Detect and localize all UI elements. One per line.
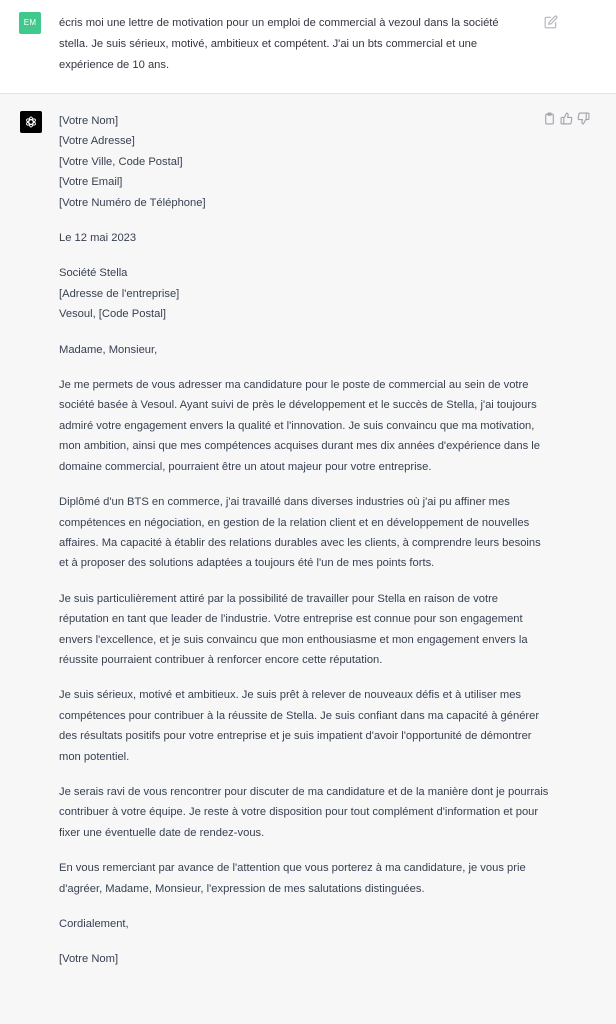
- letter-signature: [Votre Nom]: [59, 953, 119, 966]
- letter-paragraph: Je suis sérieux, motivé et ambitieux. Je suis prêt à relever de nouveaux défis et à utiliser mes compétences pour contribuer à la réussite de Stella. Je suis confiant dans ma capacité à générer des résultats positifs pour votre entreprise et je suis impatient d'avoir l'opportunité de démontrer mon potentiel.: [59, 689, 540, 763]
- user-message-text: écris moi une lettre de motivation pour un emploi de commercial à vezoul dans la société stella. Je suis sérieux, motivé, ambitieux et compétent. J'ai un bts commercial et une expérience de 10 ans.: [59, 17, 499, 71]
- letter-paragraph: Je suis particulièrement attiré par la possibilité de travailler pour Stella en raison de votre réputation en tant que leader de l'industrie. Votre entreprise est connue pour son engagement envers l'excellence, et je suis convaincu que mon enthousiasme et mon engagement envers la réussite pourraient contribuer à renforcer encore cette réputation.: [59, 592, 528, 666]
- letter-paragraph: Je serais ravi de vous rencontrer pour discuter de ma candidature et de la manière dont je pourrais contribuer à votre équipe. Je reste à votre disposition pour tout complément d'information et pour fixer une éventuelle date de rendez-vous.: [59, 785, 549, 839]
- sender-address-block: [Votre Nom] [Votre Adresse] [Votre Ville, Code Postal] [Votre Email] [Votre Numéro de Téléphone]: [59, 115, 206, 209]
- thumbs-down-icon[interactable]: [577, 112, 590, 125]
- openai-logo-icon: [20, 111, 42, 133]
- letter-paragraph: Diplômé d'un BTS en commerce, j'ai travaillé dans diverses industries où j'ai pu affiner mes compétences en négociation, en gestion de la relation client et en développement de nouvelles affaires. Ma capacité à établir des relations durables avec les clients, à comprendre leurs besoins et à proposer des solutions adaptées a toujours été l'un de mes points forts.: [59, 496, 541, 570]
- thumbs-up-icon[interactable]: [560, 112, 573, 125]
- edit-icon[interactable]: [544, 15, 558, 29]
- message-actions: [543, 112, 590, 125]
- assistant-message-row: [0, 94, 616, 1024]
- recipient-address-block: Société Stella [Adresse de l'entreprise] Vesoul, [Code Postal]: [59, 267, 180, 321]
- assistant-message-text: [59, 111, 549, 985]
- user-avatar: EM: [19, 12, 41, 34]
- letter-paragraph: En vous remerciant par avance de l'attention que vous porterez à ma candidature, je vous prie d'agréer, Madame, Monsieur, l'expression de mes salutations distinguées.: [59, 862, 526, 895]
- letter-salutation: Madame, Monsieur,: [59, 343, 158, 356]
- letter-date: Le 12 mai 2023: [59, 232, 137, 245]
- letter-paragraph: Je me permets de vous adresser ma candidature pour le poste de commercial au sein de votre société basée à Vesoul. Ayant suivi de près le développement et le succès de Stella, j'ai toujours admiré votre engagement envers la qualité et l'innovation. Je suis convaincu que ma motivation, mon ambition, ainsi que mes compétences acquises durant mes dix années d'expérience dans le domaine commercial, pourraient être un atout majeur pour votre entreprise.: [59, 379, 540, 473]
- letter-closing: Cordialement,: [59, 918, 129, 930]
- user-message-row: [0, 0, 616, 94]
